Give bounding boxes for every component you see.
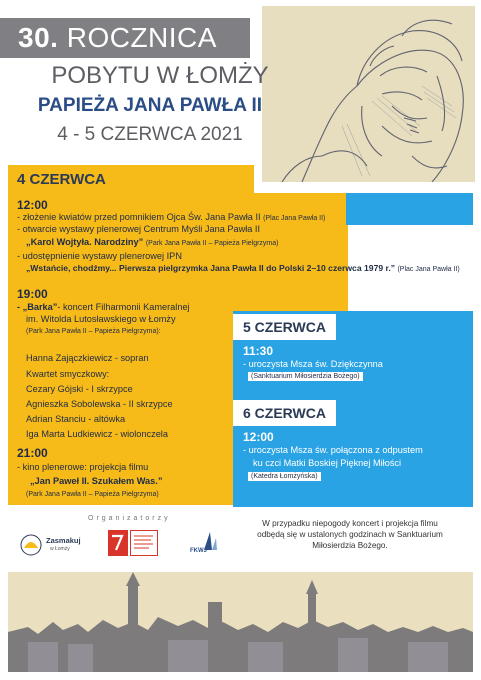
event-time: 19:00 [17, 287, 48, 301]
title-banner [0, 18, 250, 58]
event-line: „Jan Paweł II. Szukałem Was.” [30, 476, 163, 486]
event-location: (Park Jana Pawła II – Papieża Pielgrzyma) [26, 491, 159, 498]
day3-label: 6 CZERWCA [233, 400, 336, 426]
pope-name-line: PAPIEŻA JANA PAWŁA II [37, 95, 263, 116]
event-line: im. Witolda Lutosławskiego w Łomży [26, 314, 176, 324]
event-line: ku czci Matki Boskiej Pięknej Miłości [253, 458, 402, 468]
event-line: - złożenie kwiatów przed pomnikiem Ojca Św. Jana Pawła II (Plac Jana Pawła II) [17, 212, 326, 222]
dates-line: 4 - 5 CZERWCA 2021 [57, 124, 243, 145]
anniversary-number: 30. [18, 22, 59, 53]
event-line: - uroczysta Msza św. połączona z odpustem [243, 445, 423, 455]
performer: Adrian Stanciu - altówka [26, 414, 126, 424]
event-line: - kino plenerowe: projekcja filmu [17, 462, 149, 472]
day2-label: 5 CZERWCA [233, 314, 336, 340]
event-location: (Sanktuarium Miłosierdzia Bożego) [248, 372, 363, 381]
event-location: (Plac Jana Pawła II) [397, 266, 460, 273]
event-line: - otwarcie wystawy plenerowej Centrum Myśli Jana Pawła II [17, 224, 261, 234]
town-skyline-illustration [8, 572, 473, 672]
event-line: - „Barka”- koncert Filharmonii Kameralnej [17, 302, 190, 312]
event-location: (Plac Jana Pawła II) [263, 215, 326, 222]
anniversary-word: ROCZNICA [66, 22, 217, 53]
performer: Kwartet smyczkowy: [26, 369, 110, 379]
pope-portrait-illustration [262, 6, 475, 182]
zasmakuj-logo: Zasmakuj w Łomży [20, 533, 100, 557]
event-time: 12:00 [243, 430, 274, 444]
city-emblem-logo [108, 530, 128, 556]
organizers-heading: Organizatorzy [88, 515, 171, 522]
performer: Agnieszka Sobolewska - II skrzypce [26, 399, 173, 409]
subtitle-line: POBYTU W ŁOMŻY [51, 62, 269, 89]
event-location: (Park Jana Pawła II – Papieża Pielgrzyma): [26, 328, 161, 335]
fkwj-logo: FKWJ [190, 530, 230, 558]
event-line: „Wstańcie, chodźmy... Pierwsza pielgrzymka Jana Pawła II do Polski 2–10 czerwca 1979 r.” (Plac Jana Pawła II) [26, 263, 460, 273]
event-line: „Karol Wojtyła. Narodziny” (Park Jana Pawła II – Papieża Pielgrzyma) [26, 237, 279, 247]
day1-label: 4 CZERWCA [17, 171, 106, 188]
event-line: - udostępnienie wystawy plenerowej IPN [17, 251, 182, 261]
event-time: 12:00 [17, 198, 48, 212]
blue-accent-block [346, 193, 473, 225]
event-time: 11:30 [243, 344, 274, 358]
partner-logo-red [130, 530, 158, 556]
performer: Cezary Gójski - I skrzypce [26, 384, 133, 394]
event-line: - uroczysta Msza św. Dziękczynna [243, 359, 383, 369]
event-location: (Katedra Łomżyńska) [248, 472, 321, 481]
performer: Iga Marta Ludkiewicz - wiolonczela [26, 429, 168, 439]
event-time: 21:00 [17, 446, 48, 460]
event-location: (Park Jana Pawła II – Papieża Pielgrzyma) [145, 240, 279, 247]
performer: Hanna Zajączkiewicz - sopran [26, 353, 149, 363]
weather-note: W przypadku niepogody koncert i projekcja filmu odbędą się w ustalonych godzinach w Sanktuarium Miłosierdzia Bożego. [257, 519, 443, 550]
